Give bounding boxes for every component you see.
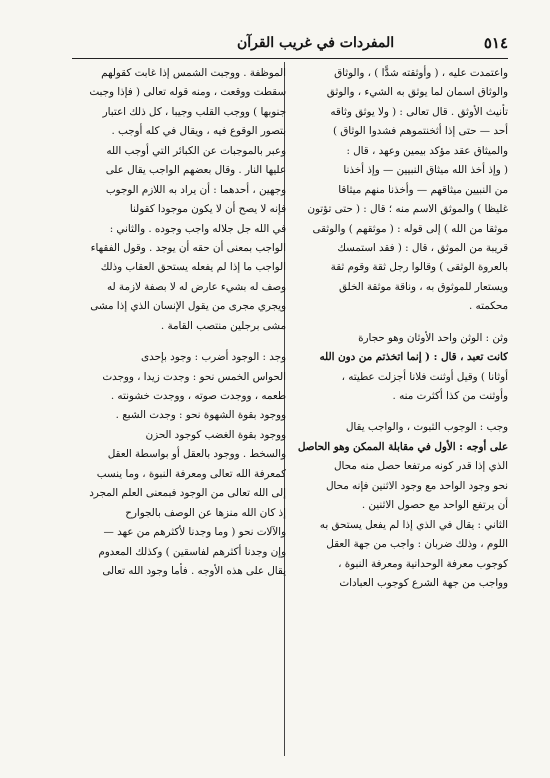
text-line: مشى برجلين منتصب القامة . bbox=[160, 319, 286, 332]
text-line: والسخط . ووجود بالعقل أو بواسطة العقل bbox=[107, 448, 286, 461]
text-line: جنوبها ) ووجب القلب وجيبا ، كل ذلك اعتبار bbox=[102, 105, 286, 118]
text-line: ووجود بقوة الشهوة نحو : وجدت الشبع . bbox=[115, 409, 286, 422]
entry-heading-line: كانت تعبد ، قال : ( إنما اتخذتم من دون الله bbox=[319, 351, 508, 364]
text-line: قريبة من الموثق ، قال : ( فقد استمسك bbox=[337, 241, 508, 254]
entry-heading-line: على أوجه : الأول في مقابلة الممكن وهو الحاصل bbox=[297, 440, 508, 453]
text-line: ( وإذ أخذ الله ميثاق النبيين — وإذ أخذنا bbox=[343, 164, 508, 177]
text-line: وجب : الوجوب الثبوت ، والواجب يقال bbox=[345, 421, 508, 434]
right-column bbox=[290, 64, 508, 593]
left-column bbox=[68, 64, 286, 581]
text-line: عليها النار . وقال بعضهم الواجب يقال على bbox=[105, 164, 286, 177]
page-number: ٥١٤ bbox=[483, 34, 508, 52]
text-line: يقال على هذه الأوجه . فأما وجود الله تعالى bbox=[102, 564, 286, 577]
text-line: والوثاق اسمان لما يوثق به الشيء ، والوثق bbox=[326, 86, 508, 99]
text-line: ووجود بقوة الغضب كوجود الحزن bbox=[145, 428, 286, 441]
text-line: وأوثنت من كذا أكثرت منه . bbox=[392, 390, 508, 402]
text-line: الثاني : يقال في الذي إذا لم يفعل يستحق به bbox=[319, 518, 508, 531]
text-line: وجهين ، أحدهما : أن يراد به اللازم الوجوب bbox=[105, 183, 286, 196]
text-line: نحو وجود الواحد مع وجود الاثنين فإنه محال bbox=[325, 479, 508, 492]
text-line: أوثانا ) وقيل أوثنت فلانا أجزلت عطيته ، bbox=[341, 370, 508, 383]
text-line: واعتمدت عليه ، ( وأوثقته شدًّا ) ، والوثاق bbox=[334, 67, 508, 79]
text-line: تأنيث الأوثق . قال تعالى : ( ولا يوثق وثاقه bbox=[330, 105, 508, 118]
page-header bbox=[72, 30, 508, 56]
text-line: ويستعار للموثوق به ، وناقة موثقة الخلق bbox=[338, 280, 508, 293]
text-line: في الله جل جلاله واجب وجوده . والثاني : bbox=[109, 222, 286, 235]
running-title: المفردات في غريب القرآن bbox=[237, 35, 395, 51]
text-line: كوجوب معرفة الوحدانية ومعرفة النبوة ، bbox=[338, 557, 508, 570]
text-line: من النبيين ميثاقهم — وأخذنا منهم ميثاقا bbox=[338, 183, 508, 196]
text-line: غليظا ) والموثق الاسم منه ؛ قال : ( حتى تؤتون bbox=[307, 203, 508, 216]
text-line: وإن وجدنا أكثرهم لفاسقين ) وكذلك المعدوم bbox=[98, 545, 286, 558]
text-line: وعبر بالموجبات عن الكبائر التي أوجب الله bbox=[106, 144, 286, 157]
text-line: والميثاق عقد مؤكد بيمين وعهد ، قال : bbox=[346, 144, 508, 157]
text-line: طعمه ، ووجدت صوته ، ووجدت خشونته . bbox=[110, 390, 286, 402]
entry-separator bbox=[290, 317, 508, 329]
text-line: الواجب ما إذا لم يفعله يستحق العقاب وذلك bbox=[100, 261, 286, 274]
text-line: وثن : الوثن واحد الأوثان وهو حجارة bbox=[358, 331, 508, 344]
text-line: وواجب من جهة الشرع كوجوب العبادات bbox=[339, 576, 508, 589]
text-line: محكمته . bbox=[469, 300, 508, 313]
text-line: بالعروة الوثقى ) وقالوا رجل ثقة وقوم ثقة bbox=[330, 261, 508, 274]
text-line: والآلات نحو ( وما وجدنا لأكثرهم من عهد — bbox=[103, 526, 286, 539]
text-line: اللوم ، وذلك ضربان : واجب من جهة العقل bbox=[326, 538, 508, 551]
text-line: الموظفة . ووجبت الشمس إذا غابت كقولهم bbox=[101, 67, 286, 79]
text-line: الواجب بمعنى أن حقه أن يوجد . وقول الفقهاء bbox=[90, 241, 286, 254]
text-line: موثقا من الله ) إلى قوله : ( موثقهم ) والوثقى bbox=[312, 222, 508, 235]
text-line: بتصور الوقوع فيه ، ويقال في كله أوجب . bbox=[111, 125, 286, 138]
text-line: إذ كان الله منزها عن الوصف بالجوارح bbox=[125, 506, 286, 519]
entry-separator bbox=[290, 406, 508, 418]
text-line: سقطت ووقعت ، ومنه قوله تعالى ( فإذا وجبت bbox=[89, 86, 286, 99]
text-line: إلى الله تعالى من الوجود فبمعنى العلم المجرد bbox=[89, 487, 286, 500]
text-line: الذي إذا قدر كونه مرتفعا حصل منه محال bbox=[334, 460, 508, 473]
text-line: وجد : الوجود أضرب : وجود بإحدى bbox=[141, 351, 286, 364]
text-line: أحد — حتى إذا أثخنتموهم فشدوا الوثاق ) bbox=[332, 125, 508, 138]
entry-separator bbox=[68, 336, 286, 348]
text-line: ويجري مجرى من يقول الإنسان الذي إذا مشى bbox=[90, 300, 286, 313]
text-line: كمعرفة الله تعالى ومعرفة النبوة ، وما ينسب bbox=[96, 467, 286, 480]
text-line: فإنه لا يصح أن لا يكون موجودا كقولنا bbox=[129, 203, 286, 216]
header-rule bbox=[72, 58, 508, 59]
text-line: الحواس الخمس نحو : وجدت زيدا ، ووجدت bbox=[102, 370, 286, 383]
text-line: وصف له بشيء عارض له لا بصفة لازمة له bbox=[107, 280, 286, 293]
text-line: أن يرتفع الواحد مع حصول الاثنين . bbox=[361, 499, 508, 512]
